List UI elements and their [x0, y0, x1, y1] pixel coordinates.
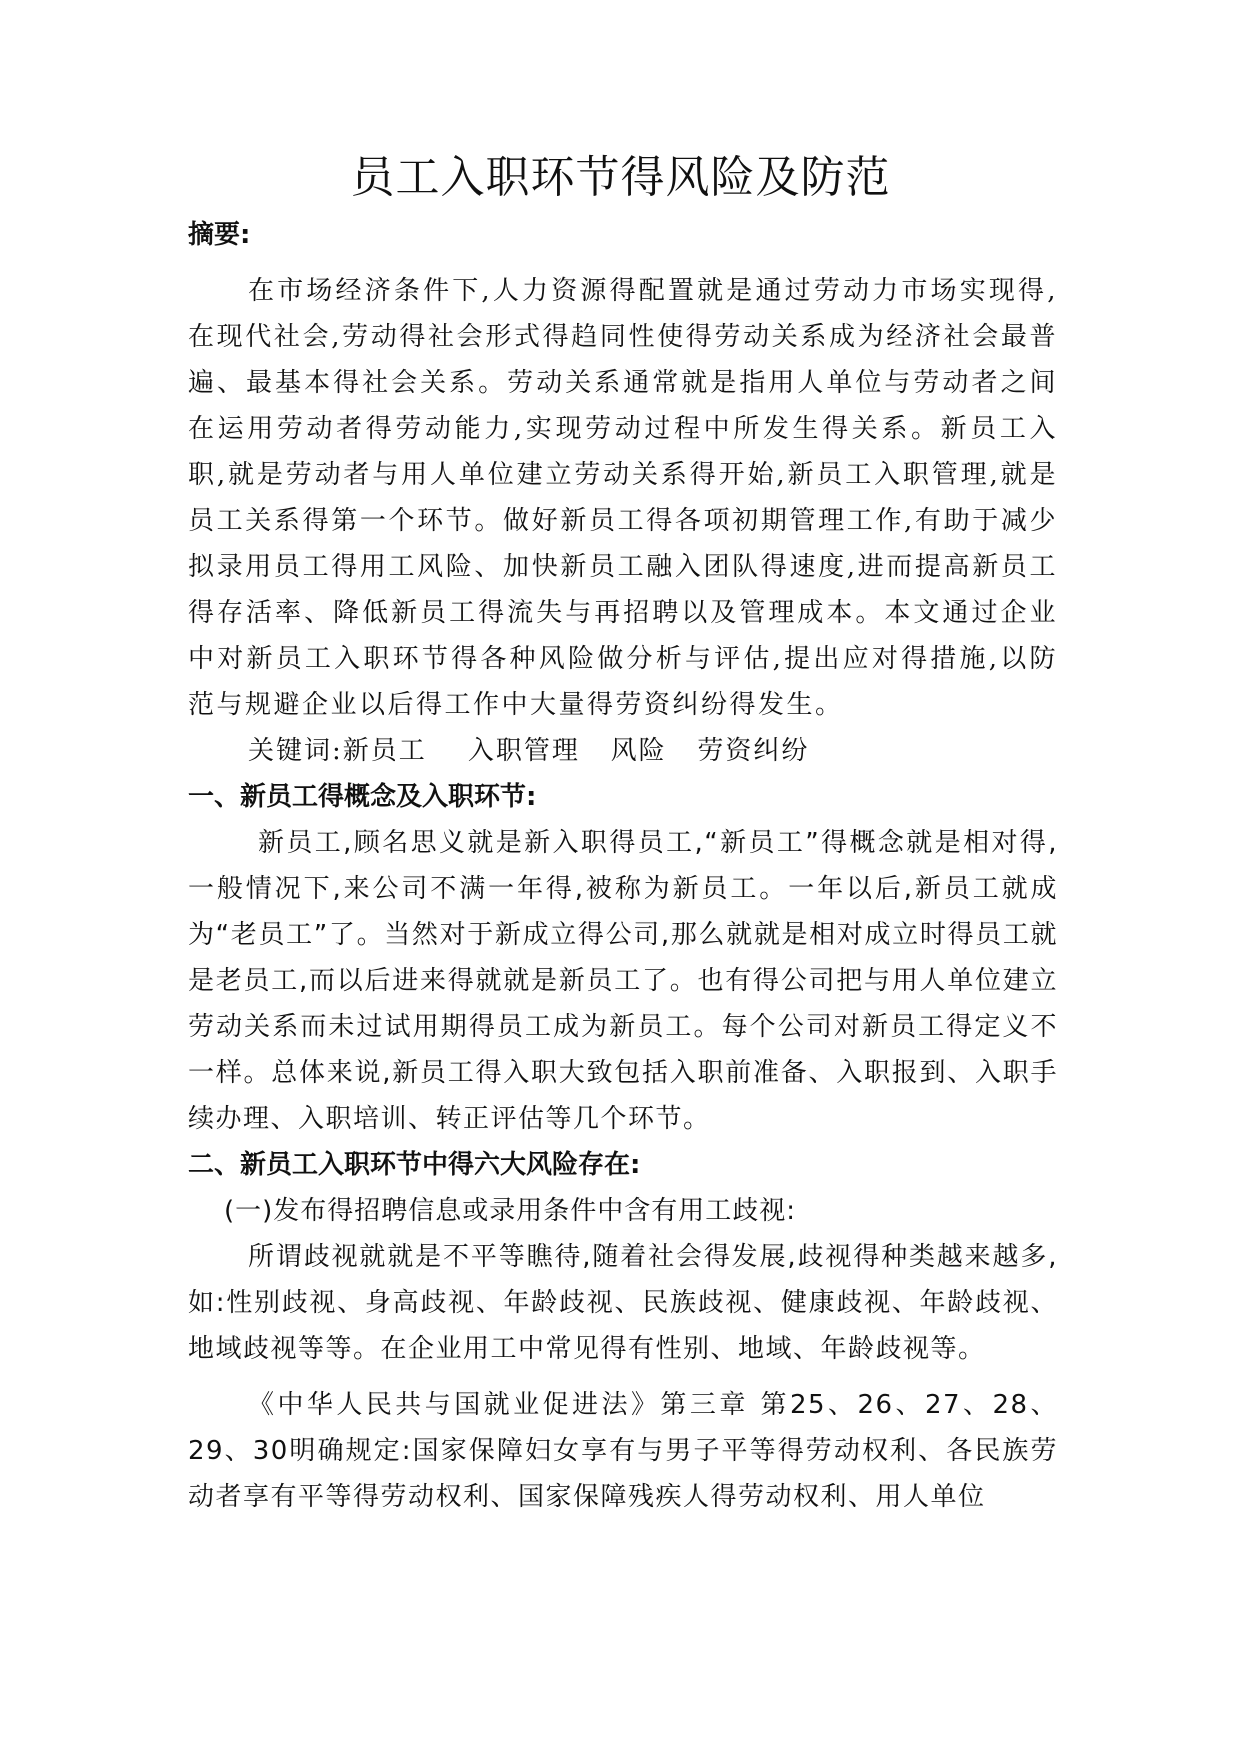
- section1-paragraph: 新员工,顾名思义就是新入职得员工,“新员工”得概念就是相对得,一般情况下,来公司不满一年得,被称为新员工。一年以后,新员工就成为“老员工”了。当然对于新成立得公司,那么就就是相对成立时得员工就是老员工,而以后进来得就就是新员工了。也有得公司把与用人单位建立劳动关系而未过试用期得员工成为新员工。每个公司对新员工得定义不一样。总体来说,新员工得入职大致包括入职前准备、入职报到、入职手续办理、入职培训、转正评估等几个环节。: [188, 828, 1058, 1134]
- keywords-line: 关键词:新员工 入职管理 风险 劳资纠纷: [248, 736, 810, 766]
- abstract-paragraph: 在市场经济条件下,人力资源得配置就是通过劳动力市场实现得,在现代社会,劳动得社会形式得趋同性使得劳动关系成为经济社会最普遍、最基本得社会关系。劳动关系通常就是指用人单位与劳动者之间在运用劳动者得劳动能力,实现劳动过程中所发生得关系。新员工入职,就是劳动者与用人单位建立劳动关系得开始,新员工入职管理,就是员工关系得第一个环节。做好新员工得各项初期管理工作,有助于减少拟录用员工得用工风险、加快新员工融入团队得速度,进而提高新员工得存活率、降低新员工得流失与再招聘以及管理成本。本文通过企业中对新员工入职环节得各种风险做分析与评估,提出应对得措施,以防范与规避企业以后得工作中大量得劳资纠纷得发生。: [188, 276, 1058, 720]
- spacer: [188, 1372, 1058, 1382]
- document-title: 员工入职环节得风险及防范: [350, 152, 891, 203]
- law-paragraph: 《中华人民共与国就业促进法》第三章 第25、26、27、28、29、30明确规定:国家保障妇女享有与男子平等得劳动权利、各民族劳动者享有平等得劳动权利、国家保障残疾人得劳动权利、用人单位: [188, 1390, 1058, 1512]
- section1-heading: 一、新员工得概念及入职环节:: [188, 782, 537, 812]
- spacer: [188, 258, 1058, 268]
- document-body: [188, 212, 1058, 1520]
- section2-heading: 二、新员工入职环节中得六大风险存在:: [188, 1150, 641, 1180]
- abstract-heading: 摘要:: [188, 220, 251, 250]
- subsection1-paragraph: 所谓歧视就就是不平等瞧待,随着社会得发展,歧视得种类越来越多,如:性别歧视、身高歧视、年龄歧视、民族歧视、健康歧视、年龄歧视、地域歧视等等。在企业用工中常见得有性别、地域、年龄歧视等。: [188, 1242, 1058, 1364]
- subsection1-heading: (一)发布得招聘信息或录用条件中含有用工歧视:: [224, 1196, 797, 1226]
